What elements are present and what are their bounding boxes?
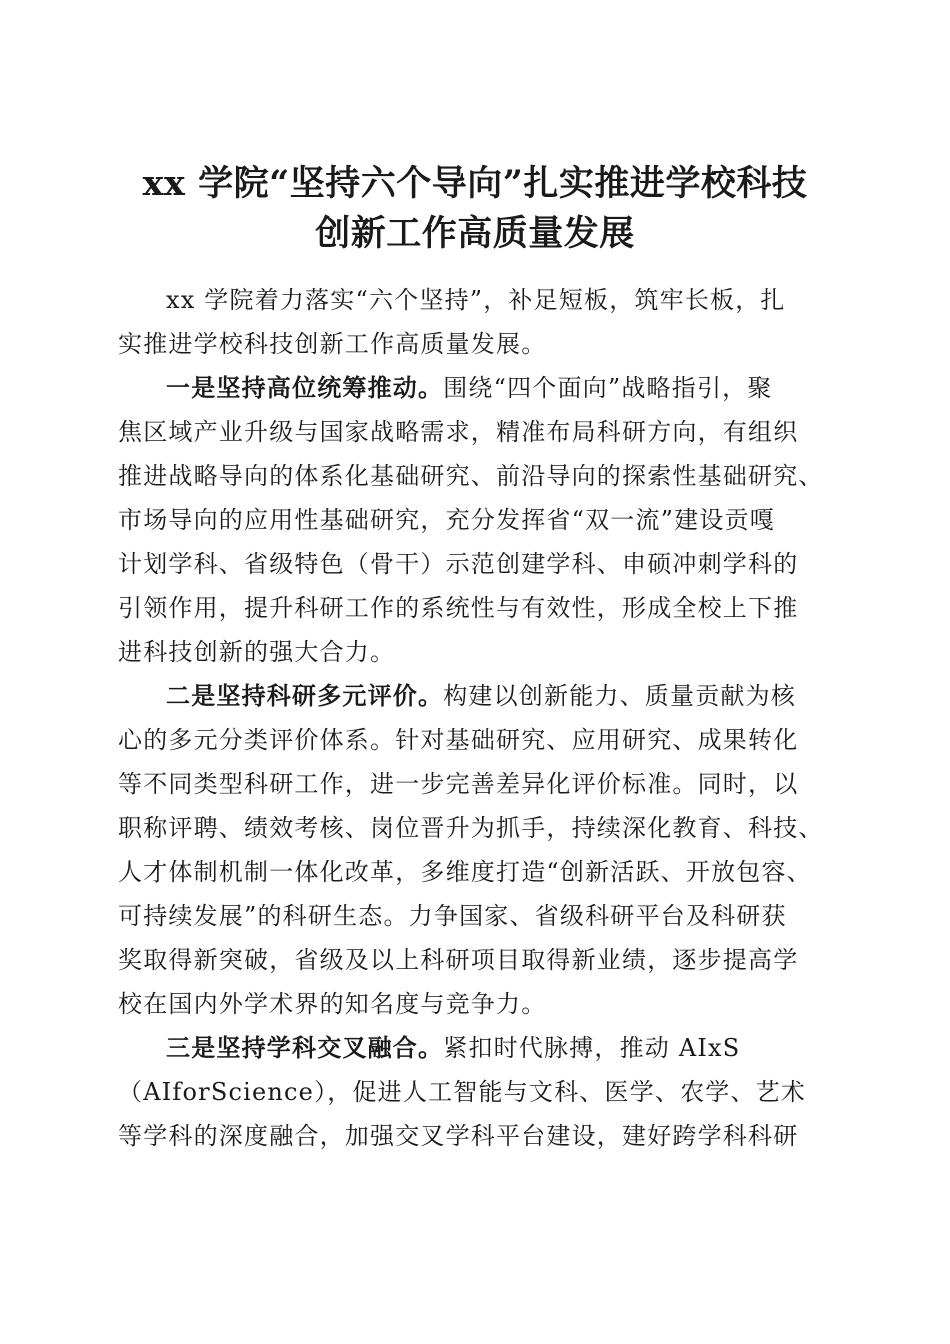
paragraph-line: （AIforScience），促进人工智能与文科、医学、农学、艺术 <box>118 1078 807 1106</box>
paragraph-line: 人才体制机制一体化改革，多维度打造“创新活跃、开放包容、 <box>118 858 812 886</box>
title-line-1: xx 学院“坚持六个导向”扎实推进学校科技 <box>142 163 808 205</box>
title-line-2: 创新工作高质量发展 <box>315 213 635 255</box>
paragraph-line: 奖取得新突破，省级及以上科研项目取得新业绩，逐步提高学 <box>118 946 799 974</box>
paragraph-first-line <box>118 366 830 410</box>
paragraph-line: 等学科的深度融合，加强交叉学科平台建设，建好跨学科科研 <box>118 1122 799 1150</box>
document-title <box>100 159 850 259</box>
paragraph-line: 实推进学校科技创新工作高质量发展。 <box>118 330 547 358</box>
paragraph-lead: 二是坚持科研多元评价。 <box>166 681 444 710</box>
paragraph-line: 进科技创新的强大合力。 <box>118 638 396 666</box>
paragraph-lead: 一是坚持高位统筹推动。 <box>166 373 444 402</box>
paragraph-first-line <box>118 674 830 718</box>
paragraph-line: 职称评聘、绩效考核、岗位晋升为抓手，持续深化教育、科技、 <box>118 814 824 842</box>
paragraph-line: 计划学科、省级特色（骨干）示范创建学科、申硕冲刺学科的 <box>118 550 799 578</box>
paragraph-line: 引领作用，提升科研工作的系统性与有效性，形成全校上下推 <box>118 594 799 622</box>
paragraph-point-2 <box>118 674 830 1026</box>
paragraph-lead: 三是坚持学科交叉融合。 <box>166 1033 444 1062</box>
paragraph-first-line <box>118 278 830 322</box>
paragraph-line: 可持续发展”的科研生态。力争国家、省级科研平台及科研获 <box>118 902 787 930</box>
paragraph-line: 校在国内外学术界的知名度与竞争力。 <box>118 990 547 1018</box>
paragraph-first-text: 围绕“四个面向”战略指引，聚 <box>443 374 773 402</box>
paragraph-first-text: 构建以创新能力、质量贡献为核 <box>443 682 797 710</box>
paragraph-intro <box>118 278 830 366</box>
document-body <box>118 278 830 1158</box>
paragraph-line: 推进战略导向的体系化基础研究、前沿导向的探索性基础研究、 <box>118 462 824 490</box>
paragraph-point-3 <box>118 1026 830 1158</box>
paragraph-line: 焦区域产业升级与国家战略需求，精准布局科研方向，有组织 <box>118 418 799 446</box>
paragraph-line: 心的多元分类评价体系。针对基础研究、应用研究、成果转化 <box>118 726 799 754</box>
paragraph-line: 等不同类型科研工作，进一步完善差异化评价标准。同时，以 <box>118 770 799 798</box>
paragraph-first-text: xx 学院着力落实“六个坚持”，补足短板，筑牢长板，扎 <box>166 286 786 314</box>
paragraph-first-line <box>118 1026 830 1070</box>
paragraph-line: 市场导向的应用性基础研究，充分发挥省“双一流”建设贡嘎 <box>118 506 775 534</box>
paragraph-first-text: 紧扣时代脉搏，推动 AIxS <box>443 1034 741 1062</box>
paragraph-point-1 <box>118 366 830 674</box>
